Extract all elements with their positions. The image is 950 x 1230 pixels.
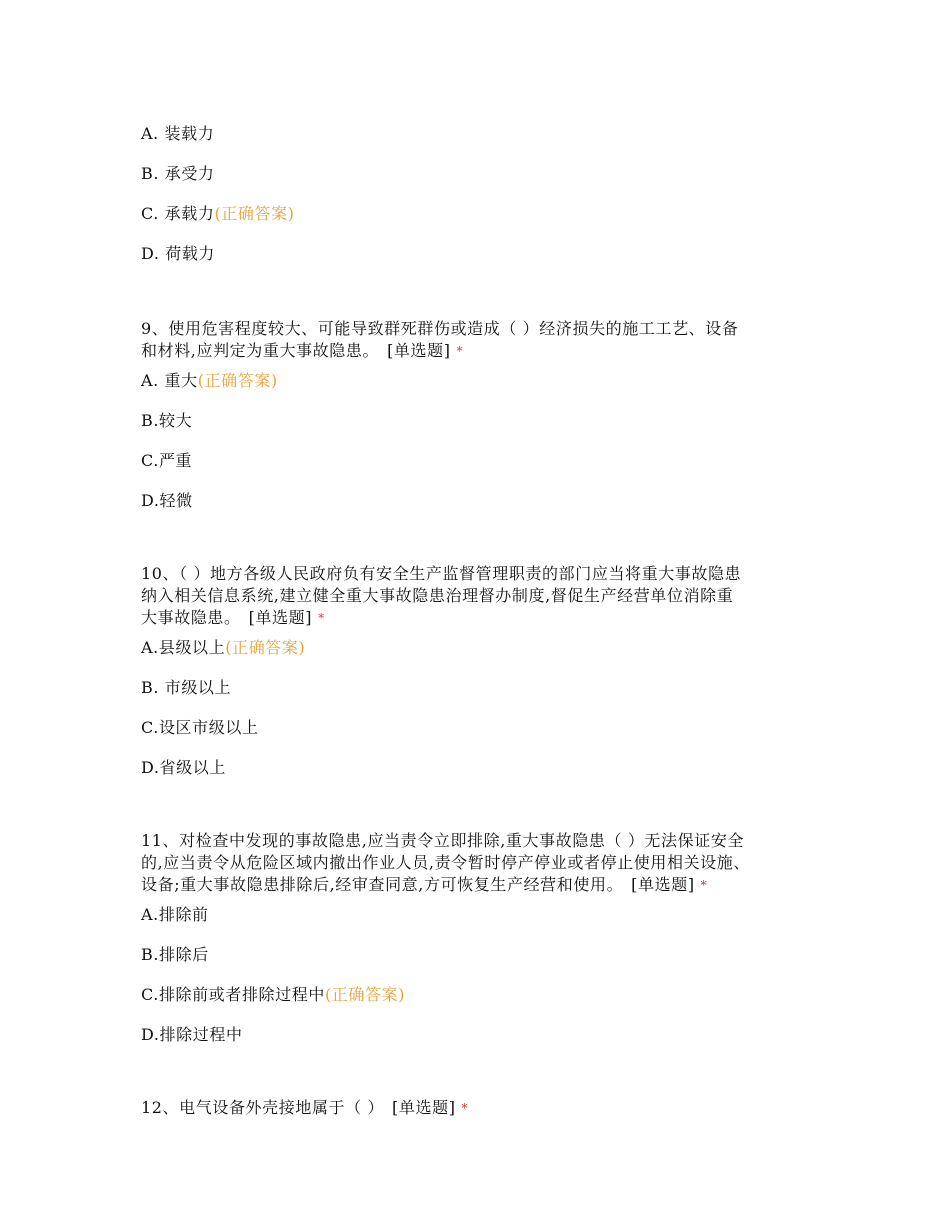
q9-question-text: 9、使用危害程度较大、可能导致群死群伤或造成（ ）经济损失的施工工艺、设备 和材料,应判定为重大事故隐患。 [单选题] * [141,319,739,360]
required-mark: * [700,878,708,892]
q9-option-b: B.较大 [141,411,193,430]
required-mark: * [456,344,464,358]
correct-answer-mark: (正确答案) [324,985,406,1004]
q12-question-text: 12、电气设备外壳接地属于（ ） [单选题] * [141,1098,469,1117]
q10-option-b: B. 市级以上 [141,678,232,697]
question-type-tag: [单选题] [387,341,451,360]
required-mark: * [461,1101,469,1115]
q8-option-a: A. 装载力 [141,124,215,143]
q10-option-d: D.省级以上 [141,758,226,777]
q11-question-text: 11、对检查中发现的事故隐患,应当责令立即排除,重大事故隐患（ ）无法保证安全 的,应当责令从危险区域内撤出作业人员,责令暂时停产停业或者停止使用相关设施、 设备;重大事故隐患排除后,经审查同意,方可恢复生产经营和使用。 [单选题] * [141,831,750,894]
q8-option-c: C. 承载力(正确答案) [141,204,295,223]
q8-option-b: B. 承受力 [141,164,215,183]
q10-option-a: A.县级以上(正确答案) [141,638,306,657]
question-type-tag: [单选题] [631,875,695,894]
required-mark: * [318,611,325,625]
correct-answer-mark: (正确答案) [225,638,306,657]
correct-answer-mark: (正确答案) [214,204,295,223]
q11-option-c: C.排除前或者排除过程中(正确答案) [141,985,406,1004]
q9-option-d: D.轻微 [141,491,193,510]
correct-answer-mark: (正确答案) [197,371,278,390]
question-type-tag: [单选题] [392,1098,456,1117]
q10-option-c: C.设区市级以上 [141,718,259,737]
q8-option-d: D. 荷载力 [141,244,216,263]
q11-option-b: B.排除后 [141,945,209,964]
q11-option-a: A.排除前 [141,905,209,924]
q9-option-c: C.严重 [141,451,193,470]
q11-option-d: D.排除过程中 [141,1025,243,1044]
q10-question-text: 10、（ ）地方各级人民政府负有安全生产监督管理职责的部门应当将重大事故隐患 纳入相关信息系统,建立健全重大事故隐患治理督办制度,督促生产经营单位消除重 大事故隐患。 [单选题] * [141,564,742,627]
q9-option-a: A. 重大(正确答案) [141,371,278,390]
question-type-tag: [单选题] [248,608,313,627]
